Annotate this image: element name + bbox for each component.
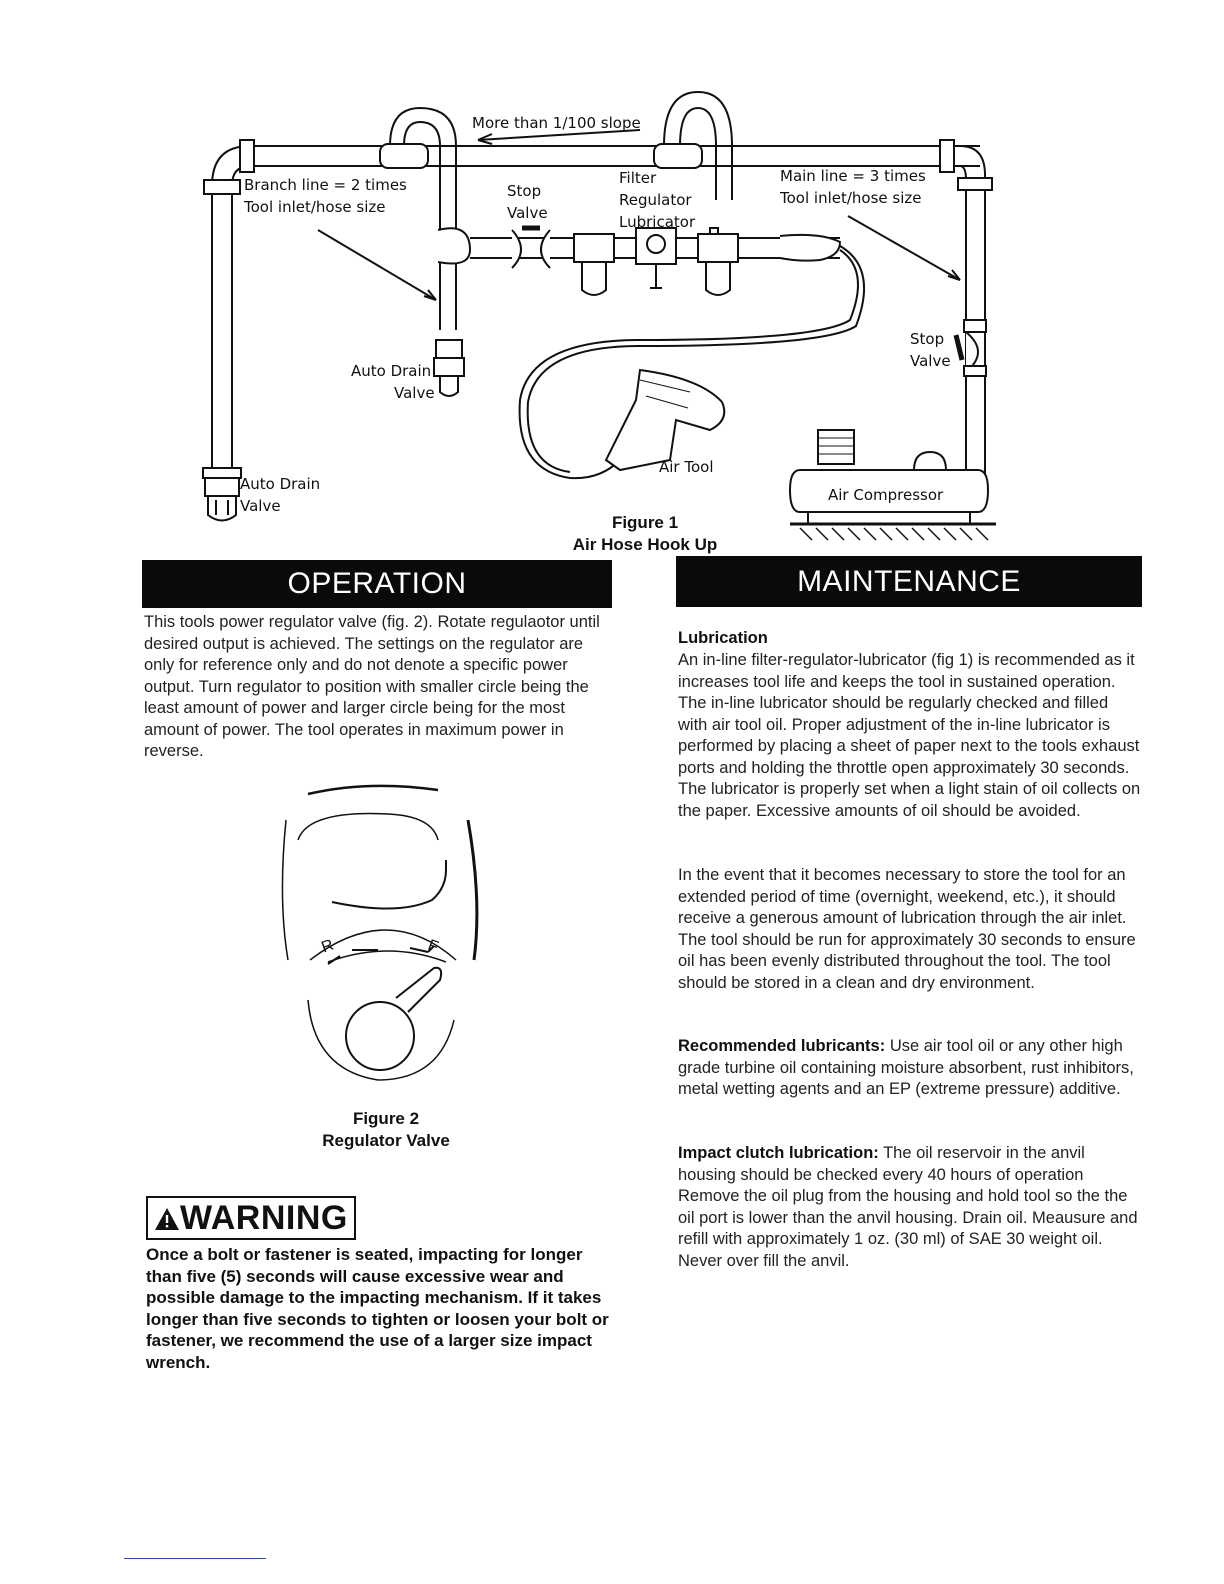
warning-label — [146, 1196, 356, 1240]
clutch-lubrication-paragraph — [678, 1143, 1142, 1272]
stop-valve-right-label: Stop — [910, 330, 945, 348]
warning-text-label: WARNING — [180, 1199, 348, 1237]
reverse-marker: R — [319, 936, 336, 957]
lubrication-body: An in-line filter-regulator-lubricator (fig 1) is recommended as it increases tool life and keeps the tool in sustained operation. The in-line lubricator should be regularly checked and filled with air tool oil. Proper adjustment of the in-line lubricator is performed by placing a sheet of paper next to the tools exhaust ports and holding the throttle open approximately 30 seconds. The lubricator is properly set when a light stain of oil collects on the paper. Excessive amounts of oil should be avoided. — [678, 651, 1141, 820]
operation-heading: OPERATION — [142, 560, 612, 608]
maintenance-heading: MAINTENANCE — [676, 556, 1142, 607]
warning-body: Once a bolt or fastener is seated, impacting for longer than five (5) seconds will cause excessive wear and possible damage to the impacting mechanism. If it takes longer than five seconds to tighten or loosen your bolt or fastener, we recommend the use of a larger size impact wrench. — [146, 1245, 609, 1372]
clutch-lubrication-body: The oil reservoir in the anvil housing should be checked every 40 hours of operation Remove the oil plug from the housing and hold tool so the the oil port is lower than the anvil housing. Drain oil. Meausure and refill with approximately 1 oz. (30 ml) of SAE 30 weight oil. Never over fill the anvil. — [678, 1144, 1138, 1270]
auto-drain-mid-label: Auto Drain — [351, 362, 432, 380]
auto-drain-mid-label-2: Valve — [394, 384, 435, 402]
main-line-label-2: Tool inlet/hose size — [780, 189, 922, 207]
warning-triangle-icon — [154, 1206, 180, 1232]
branch-line-label: Branch line = 2 times — [244, 176, 407, 194]
footer-rule — [124, 1558, 266, 1559]
branch-line-label-2: Tool inlet/hose size — [244, 198, 386, 216]
stop-valve-label: Stop — [507, 182, 542, 200]
air-compressor-label: Air Compressor — [828, 486, 944, 504]
figure-2-title: Regulator Valve — [322, 1131, 450, 1150]
clutch-lubrication-title: Impact clutch lubrication: — [678, 1144, 879, 1162]
stop-valve-right-label-2: Valve — [910, 352, 951, 370]
main-line-label: Main line = 3 times — [780, 167, 926, 185]
regulator-valve-diagram — [268, 780, 508, 1110]
forward-marker: F — [425, 936, 441, 957]
air-hose-hookup-diagram — [0, 0, 1224, 560]
lubricator-label: Lubricator — [619, 213, 696, 231]
operation-body: This tools power regulator valve (fig. 2). Rotate regulaotor until desired output is achieved. The settings on the regulator are only for reference only and do not denote a specific power output. Turn regulator to position with smaller circle being the least amount of power and larger circle being for the most amount of power. The tool operates in maximum power in reverse. — [144, 613, 600, 760]
figure-2-number: Figure 2 — [352, 1109, 420, 1128]
slope-label: More than 1/100 slope — [472, 114, 641, 132]
stop-valve-label-2: Valve — [507, 204, 548, 222]
figure-2-caption — [286, 1108, 486, 1152]
recommended-lubricants-paragraph — [678, 1036, 1142, 1101]
recommended-lubricants-title: Recommended lubricants: — [678, 1037, 886, 1055]
figure-1-number: Figure 1 — [611, 513, 679, 532]
recommended-lubricants-body: Use air tool oil or any other high grade turbine oil containing moisture absorbent, rust inhibitors, metal wetting agents and an EP (extreme pressure) additive. — [678, 1037, 1134, 1098]
auto-drain-left-label-2: Valve — [240, 497, 281, 515]
air-tool-label: Air Tool — [659, 458, 714, 476]
figure-1-caption — [545, 512, 745, 556]
auto-drain-left-label: Auto Drain — [240, 475, 321, 493]
regulator-label: Regulator — [619, 191, 692, 209]
filter-label: Filter — [619, 169, 657, 187]
storage-body: In the event that it becomes necessary to store the tool for an extended period of time (overnight, weekend, etc.), it should receive a generous amount of lubrication through the air inlet. The tool should be run for approximately 30 seconds to ensure oil has been evenly distributed throughout the tool. The tool should be stored in a clean and dry environment. — [678, 866, 1136, 992]
lubrication-title: Lubrication — [678, 629, 768, 647]
figure-1-title: Air Hose Hook Up — [572, 535, 718, 554]
